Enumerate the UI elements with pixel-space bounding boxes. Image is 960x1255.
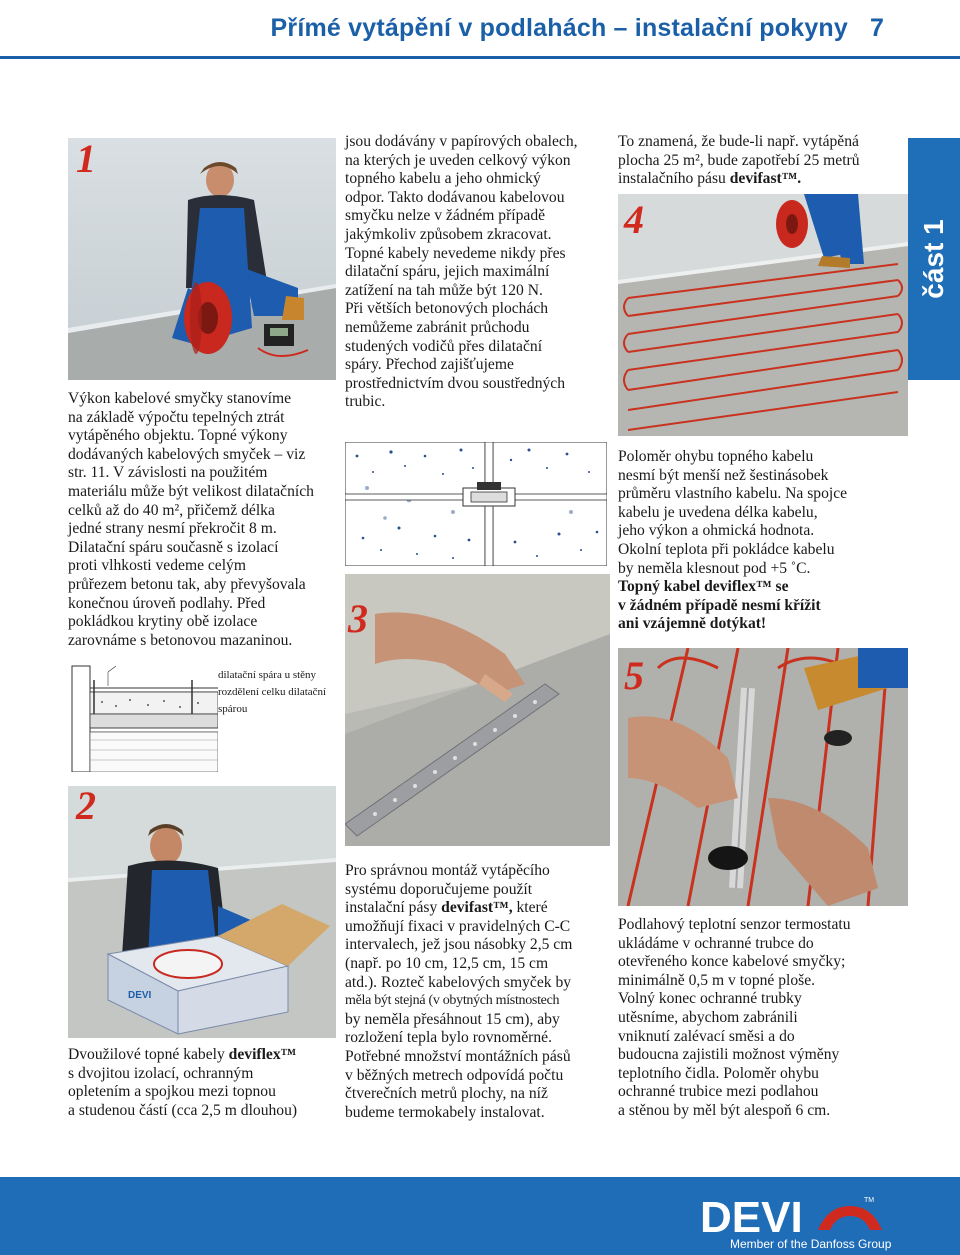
text-line: opletením a spojkou mezi topnou — [68, 1083, 276, 1101]
text-line: Topné kabely nevedeme nikdy přes — [345, 244, 566, 262]
text-line: studených vodičů přes dilatační — [345, 337, 543, 355]
text-line: intervalech, jež jsou násobky 2,5 cm — [345, 936, 573, 954]
text-line: materiálu může být velikost dilatačních — [68, 482, 314, 500]
text-line: celků až do 40 m², přičemž délka — [68, 501, 275, 519]
text-line: vniknutí zalévací směsi a do — [618, 1027, 795, 1045]
photo-step-3 — [345, 574, 610, 846]
text-line: plocha 25 m², bude zapotřebí 25 metrů — [618, 151, 860, 169]
text-line: a stěnou by měl být alespoň 6 cm. — [618, 1101, 831, 1119]
text-line: budeme termokabely instalovat. — [345, 1103, 545, 1121]
step-number-3: 3 — [348, 596, 368, 641]
text-line: dilatační spáru, jejich maximální — [345, 263, 550, 281]
text-line: nesmí být menší než šestinásobek — [618, 466, 829, 484]
text-line: na kterých je uveden celkový výkon — [345, 151, 571, 169]
text-line: budoucna zajistili možnost výměny — [618, 1046, 840, 1064]
text-line: topného kabelu a jeho ohmický — [345, 170, 541, 188]
col2-paragraph-1 — [345, 133, 610, 412]
text-line: Dilatační spáru současně s izolací — [68, 538, 279, 556]
text-line — [68, 1046, 336, 1065]
expansion-joint-diagram — [68, 660, 218, 772]
section-tab — [908, 138, 960, 380]
text-line: Podlahový teplotní senzor termostatu — [618, 916, 851, 933]
text-line: spáry. Přechod zajišťujeme — [345, 356, 514, 374]
photo-step-1 — [68, 138, 336, 380]
step-number-5: 5 — [624, 653, 644, 698]
group-tagline: Member of the Danfoss Group — [730, 1237, 892, 1251]
svg-text:DEVI: DEVI — [128, 990, 152, 1001]
section-tab-label: část 1 — [918, 219, 949, 299]
text-line: nemůžeme zabránit průchodu — [345, 318, 530, 336]
product-name: devifast™. — [729, 170, 802, 188]
text-line: teplotního čidla. Poloměr ohybu — [618, 1064, 819, 1082]
page-number: 7 — [870, 14, 884, 42]
text-line: umožňují fixaci v pravidelných C-C — [345, 917, 571, 935]
text-line: vytápěného objektu. Topné výkony — [68, 427, 288, 445]
col3-paragraph-1 — [618, 133, 908, 189]
header-rule — [0, 56, 960, 59]
text-line: by neměla přesáhnout 15 cm), aby — [345, 1010, 560, 1028]
concrete-joint-diagram — [345, 442, 607, 566]
product-name: deviflex™ — [228, 1046, 297, 1063]
text-line: Okolní teplota při pokládce kabelu — [618, 540, 835, 558]
col2-paragraph-2 — [345, 862, 613, 1122]
text-span: instalačního pásu — [618, 170, 730, 188]
text-line: průměru vlastního kabelu. Na spojce — [618, 485, 848, 503]
text-span: Dvoužilové topné kabely — [68, 1046, 229, 1063]
text-line: minimálně 0,5 m v topné ploše. — [618, 971, 816, 989]
text-line: Pro správnou montáž vytápěcího — [345, 862, 550, 879]
text-line: (např. po 10 cm, 12,5 cm, 15 cm — [345, 954, 549, 972]
diagram-label: dilatační spára u stěny — [218, 669, 317, 681]
text-line: Volný konec ochranné trubky — [618, 990, 802, 1008]
text-line — [618, 170, 908, 189]
text-line: otevřeného konce kabelové smyčky; — [618, 953, 846, 971]
text-line: str. 11. V závislosti na použitém — [68, 464, 268, 482]
text-line: Poloměr ohybu topného kabelu — [618, 448, 814, 465]
photo-step-2 — [68, 786, 336, 1038]
text-line: Výkon kabelové smyčky stanovíme — [68, 390, 292, 407]
text-line: ukládáme v ochranné trubce do — [618, 934, 814, 952]
col3-paragraph-3 — [618, 916, 908, 1121]
diagram-label: rozdělení celku dilatační — [218, 686, 327, 698]
text-line: pokládkou krytiny obě izolace — [68, 613, 258, 631]
text-line: Při větších betonových plochách — [345, 300, 549, 318]
text-line: průřezem betonu tak, aby převyšovala — [68, 575, 306, 593]
col1-paragraph-1 — [68, 390, 336, 650]
text-line: proti vlhkosti vedeme celým — [68, 557, 246, 575]
diagram-label: spárou — [218, 703, 248, 715]
text-line — [345, 899, 613, 918]
text-line: a studenou částí (cca 2,5 m dlouhou) — [68, 1101, 298, 1119]
text-line: To znamená, že bude-li např. vytápěná — [618, 133, 859, 150]
product-name: devifast™, — [441, 899, 513, 917]
text-span: instalační pásy — [345, 899, 442, 917]
text-line: v běžných metrech odpovídá počtu — [345, 1066, 564, 1084]
text-line: dodávaných kabelových smyček – viz — [68, 445, 306, 463]
text-line: na základě výpočtu tepelných ztrát — [68, 408, 285, 426]
text-line: trubic. — [345, 393, 386, 411]
text-line: odpor. Takto dodávanou kabelovou — [345, 188, 565, 206]
text-line: měla být stejná (v obytných místnostech — [345, 993, 560, 1009]
photo-step-4 — [618, 194, 908, 436]
text-line: prostřednictvím dvou soustředných — [345, 374, 566, 392]
text-line: zatížení na tah může být 120 N. — [345, 281, 543, 299]
photo-step-5 — [618, 648, 908, 906]
diagram-labels — [218, 667, 338, 718]
text-line: kabelu je uvedena délka kabelu, — [618, 503, 818, 521]
col3-paragraph-2 — [618, 448, 908, 634]
text-line: jedné strany nesmí překročit 8 m. — [68, 520, 277, 538]
text-line: zarovnáme s betonovou mazaninou. — [68, 631, 293, 649]
text-line: jakýmkoliv způsobem zkracovat. — [345, 225, 552, 243]
text-line: jsou dodávány v papírových obalech, — [345, 133, 578, 150]
step-number-1: 1 — [76, 136, 96, 181]
brand-wordmark: DEVI — [700, 1193, 803, 1236]
page-title: Přímé vytápění v podlahách – instalační pokyny — [270, 14, 848, 42]
col1-paragraph-2 — [68, 1046, 336, 1120]
step-number-4: 4 — [624, 197, 644, 242]
text-line: s dvojitou izolací, ochranným — [68, 1064, 254, 1082]
text-line: konečnou úroveň podlahy. Před — [68, 594, 266, 612]
text-line: systému doporučujeme použít — [345, 880, 533, 898]
warning-line: v žádném případě nesmí křížit — [618, 596, 821, 614]
text-line: jeho výkon a ohmická hodnota. — [618, 522, 815, 540]
devi-logo — [700, 1192, 900, 1236]
text-line: Potřebné množství montážních pásů — [345, 1047, 571, 1065]
text-line: čtverečních metrů plochy, na níž — [345, 1085, 548, 1103]
step-number-2: 2 — [76, 783, 96, 828]
warning-line: ani vzájemně dotýkat! — [618, 615, 767, 633]
text-span: které — [512, 899, 548, 917]
text-line: atd.). Rozteč kabelových smyček by — [345, 973, 572, 991]
text-line: utěsníme, abychom zabránili — [618, 1008, 798, 1026]
text-line: rozložení tepla bylo rovnoměrné. — [345, 1029, 552, 1047]
trademark-mark: TM — [864, 1197, 875, 1204]
text-line: smyčku nelze v žádném případě — [345, 207, 546, 225]
warning-line: Topný kabel deviflex™ se — [618, 578, 789, 596]
text-line: ochranné trubice mezi podlahou — [618, 1083, 819, 1101]
text-line: by neměla klesnout pod +5 ˚C. — [618, 559, 811, 577]
